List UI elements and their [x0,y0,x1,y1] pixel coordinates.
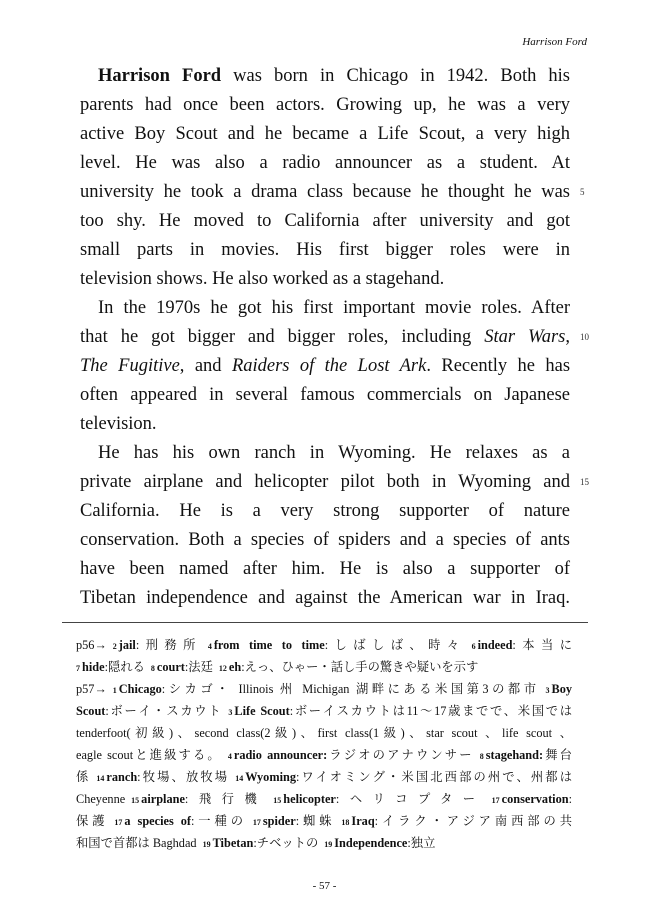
name-bold: Harrison Ford [98,66,222,86]
body-line-8: television shows. He also worked as a stagehand. [80,269,445,289]
body-line-18: have been named after him. He is also a supporter of [80,559,570,579]
note-line-8: Cheyenne 15 airplane:飛行機 15 helicopter:ヘリコプター 17 conservation: [76,792,572,806]
body-line-3: active Boy Scout and he became a Life Scout, a very high [80,124,570,144]
body-line-4: level. He was also a radio announcer as a student. At [80,153,570,173]
note-line-10: 和国で首都は Baghdad 19 Tibetan:チベットの 19 Independence:独立 [76,836,436,850]
note-line-2: 7 hide:隠れる 8 court:法廷 12 eh:えっ、ひゃー・話し手の驚きや疑いを示す [76,660,479,674]
note-line-4: Scout:ボーイ・スカウト 3 Life Scout:ボーイスカウトは11～17歳までで、米国では [76,704,572,718]
body-line-6: too shy. He moved to California after university and got [80,211,570,231]
line-number-10: 10 [580,332,589,342]
body-line-7: small parts in movies. His first bigger roles were in [80,240,570,260]
running-header: Harrison Ford [522,36,587,48]
body-line-9: In the 1970s he got his first important movie roles. After [98,298,570,318]
note-line-1: p56→ 2 jail:刑務所 4 from time to time:しばしば、時々 6 indeed:本当に [76,638,572,652]
note-line-6: eagle scoutと進級する。 4 radio announcer:ラジオのアナウンサー 8 stagehand:舞台 [76,748,572,762]
note-line-5: tenderfoot(初級)、second class(2級)、first class(1級)、star scout 、life scout 、 [76,726,572,740]
body-line-15: private airplane and helicopter pilot both in Wyoming and [80,472,570,492]
body-line-11: The Fugitive, and Raiders of the Lost Ark. Recently he has [80,356,571,376]
body-line-2: parents had once been actors. Growing up, he was a very [80,95,570,115]
title-the-fugitive: The Fugitive [80,356,180,376]
body-line-12: often appeared in several famous commercials on Japanese [80,385,570,405]
note-line-9: 保護 17 a species of:一種の 17 spider:蜘蛛 18 Iraq:イラク・アジア南西部の共 [76,814,572,828]
line-number-15: 15 [580,477,589,487]
body-line-19: Tibetan independence and against the American war in Iraq. [80,588,570,608]
note-line-3: p57→ 1 Chicago:シカゴ・ Illinois 州 Michigan 湖畔にある米国第3の都市 3 Boy [76,682,572,696]
footnote-divider [62,622,588,623]
body-line-10: that he got bigger and bigger roles, including Star Wars, [80,327,571,347]
body-line-1: Harrison Ford was born in Chicago in 1942. Both his [98,66,570,86]
body-line-13: television. [80,414,157,434]
title-star-wars: Star Wars [484,327,566,347]
line-number-5: 5 [580,187,585,197]
body-line-16: California. He is a very strong supporter of nature [80,501,570,521]
body-line-5: university he took a drama class because he thought he was [80,182,570,202]
note-line-7: 係 14 ranch:牧場、放牧場 14 Wyoming:ワイオミング・米国北西部の州で、州都は [76,770,572,784]
page-number: - 57 - [312,880,337,892]
body-line-17: conservation. Both a species of spiders and a species of ants [80,530,570,550]
body-line-14: He has his own ranch in Wyoming. He relaxes as a [98,443,570,463]
title-raiders: Raiders of the Lost Ark [231,356,427,376]
